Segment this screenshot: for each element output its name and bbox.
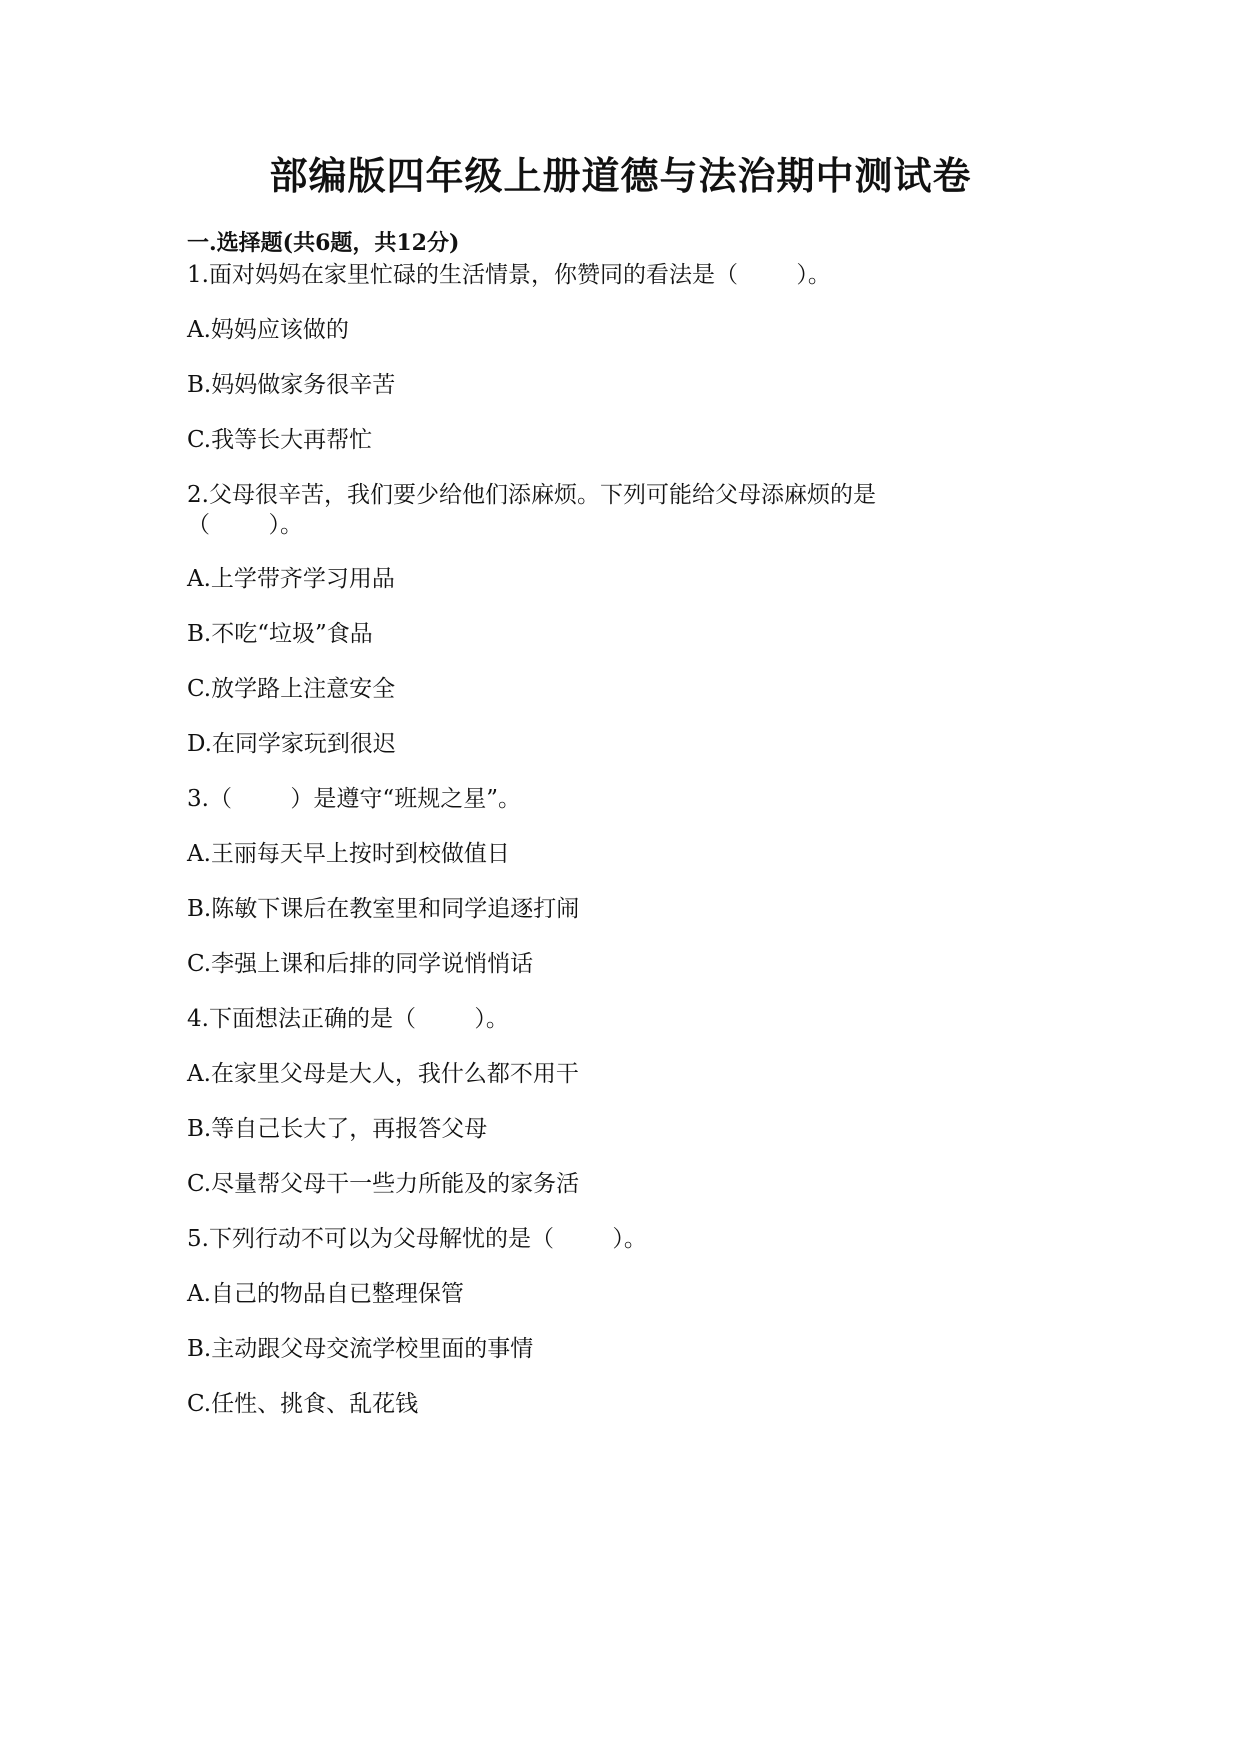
option-3b: B.陈敏下课后在教室里和同学追逐打闹 [187, 896, 580, 922]
option-1b: B.妈妈做家务很辛苦 [187, 372, 396, 398]
section-heading: 一.选择题(共6题，共12分) [187, 230, 460, 256]
option-5c: C.任性、挑食、乱花钱 [187, 1391, 419, 1417]
option-2b: B.不吃“垃圾”食品 [187, 621, 373, 647]
question-1: 1.面对妈妈在家里忙碌的生活情景，你赞同的看法是（ ）。 [187, 262, 831, 288]
option-1a: A.妈妈应该做的 [187, 317, 349, 343]
question-3: 3.（ ）是遵守“班规之星”。 [187, 786, 521, 812]
option-3a: A.王丽每天早上按时到校做值日 [187, 841, 510, 867]
question-5: 5.下列行动不可以为父母解忧的是（ ）。 [187, 1226, 647, 1252]
option-5b: B.主动跟父母交流学校里面的事情 [187, 1336, 534, 1362]
option-1c: C.我等长大再帮忙 [187, 427, 373, 453]
question-4: 4.下面想法正确的是（ ）。 [187, 1006, 509, 1032]
option-4a: A.在家里父母是大人，我什么都不用干 [187, 1061, 579, 1087]
question-2: 2.父母很辛苦，我们要少给他们添麻烦。下列可能给父母添麻烦的是 [187, 482, 876, 508]
option-3c: C.李强上课和后排的同学说悄悄话 [187, 951, 534, 977]
question-2-cont: （ ）。 [187, 512, 303, 538]
option-4b: B.等自己长大了，再报答父母 [187, 1116, 488, 1142]
option-2a: A.上学带齐学习用品 [187, 566, 395, 592]
option-5a: A.自己的物品自已整理保管 [187, 1281, 464, 1307]
page-title: 部编版四年级上册道德与法治期中测试卷 [269, 153, 972, 198]
option-2c: C.放学路上注意安全 [187, 676, 396, 702]
option-4c: C.尽量帮父母干一些力所能及的家务活 [187, 1171, 580, 1197]
option-2d: D.在同学家玩到很迟 [187, 731, 396, 757]
